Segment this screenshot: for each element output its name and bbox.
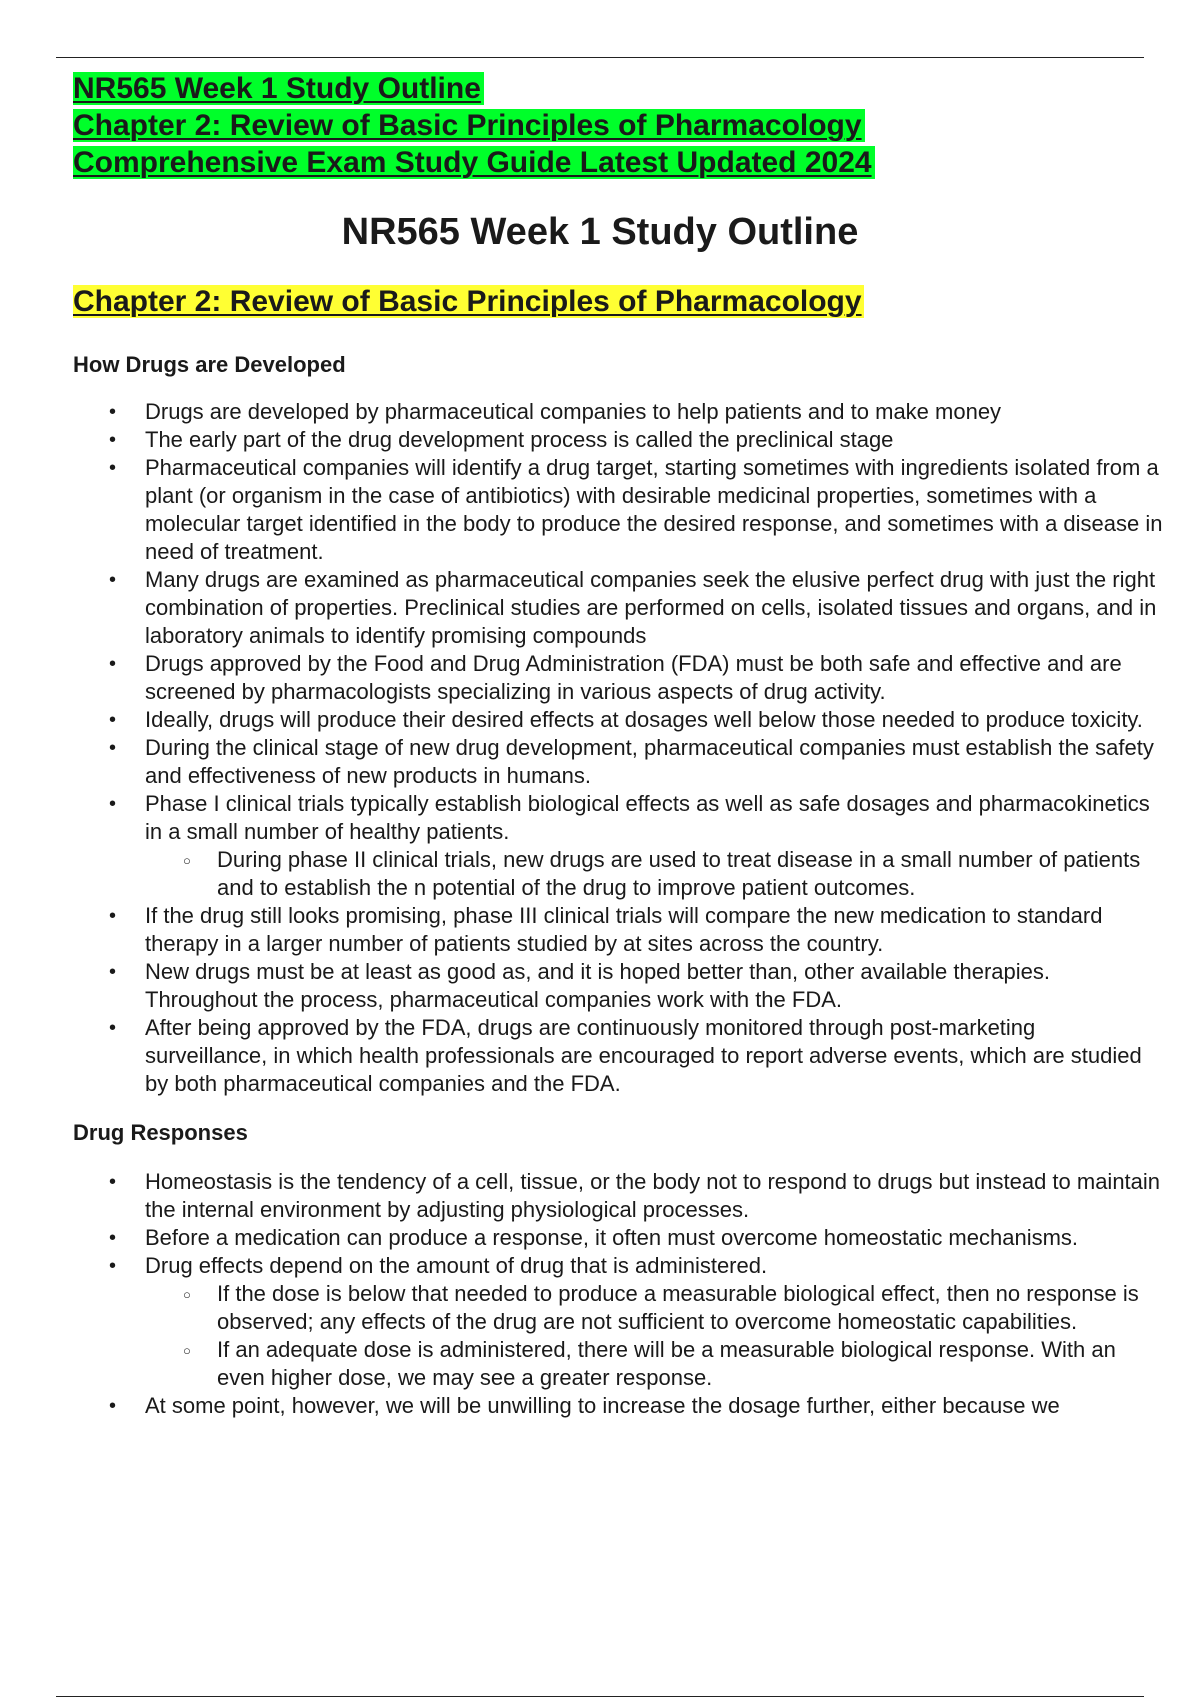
list-item: • Drugs are developed by pharmaceutical companies to help patients and to make money (73, 398, 1163, 426)
list-item: • The early part of the drug development process is called the preclinical stage (73, 426, 1163, 454)
bottom-rule (56, 1696, 1144, 1697)
list-item: • Before a medication can produce a response, it often must overcome homeostatic mechanisms. (73, 1224, 1163, 1252)
list-item-phase-one (73, 790, 1163, 902)
document-page (73, 70, 1163, 1420)
responses-bullet-list (73, 1168, 1163, 1420)
list-item: • After being approved by the FDA, drugs are continuously monitored through post-marketing surveillance, in which health professionals are encouraged to report adverse events, which are studied by both pharmaceutical companies and the FDA. (73, 1014, 1163, 1098)
phase-sub-list (145, 846, 1163, 902)
section-heading-development: How Drugs are Developed (73, 352, 346, 377)
header-highlight-line-2: Chapter 2: Review of Basic Principles of Pharmacology (73, 107, 865, 144)
list-item-dose (73, 1252, 1163, 1392)
list-item: • Drugs approved by the Food and Drug Administration (FDA) must be both safe and effective and are screened by pharmacologists specializing in various aspects of drug activity. (73, 650, 1163, 706)
list-item-text: Phase I clinical trials typically establish biological effects as well as safe dosages and pharmacokinetics in a small number of healthy patients. (145, 791, 1150, 844)
list-item: • Pharmaceutical companies will identify a drug target, starting sometimes with ingredients isolated from a plant (or organism in the case of antibiotics) with desirable medicinal properties, sometimes with a molecular target identified in the body to produce the desired response, and sometimes with a disease in need of treatment. (73, 454, 1163, 566)
list-item: • Homeostasis is the tendency of a cell, tissue, or the body not to respond to drugs but instead to maintain the internal environment by adjusting physiological processes. (73, 1168, 1163, 1224)
header-highlight-line-1: NR565 Week 1 Study Outline (73, 70, 484, 107)
list-item-text: Drug effects depend on the amount of drug that is administered. (145, 1253, 768, 1278)
dose-sub-list (145, 1280, 1163, 1392)
chapter-heading: Chapter 2: Review of Basic Principles of Pharmacology (73, 285, 862, 318)
list-item: • At some point, however, we will be unwilling to increase the dosage further, either because we (73, 1392, 1163, 1420)
sub-list-item: ○ If an adequate dose is administered, there will be a measurable biological response. With an even higher dose, we may see a greater response. (145, 1336, 1163, 1392)
top-rule (56, 57, 1144, 58)
list-item: • During the clinical stage of new drug development, pharmaceutical companies must establish the safety and effectiveness of new products in humans. (73, 734, 1163, 790)
development-bullet-list (73, 398, 1163, 1098)
header-highlight-line-3: Comprehensive Exam Study Guide Latest Updated 2024 (73, 144, 875, 181)
list-item: • Many drugs are examined as pharmaceutical companies seek the elusive perfect drug with just the right combination of properties. Preclinical studies are performed on cells, isolated tissues and organs, and in laboratory animals to identify promising compounds (73, 566, 1163, 650)
section-heading-responses: Drug Responses (73, 1120, 248, 1145)
list-item: • If the drug still looks promising, phase III clinical trials will compare the new medication to standard therapy in a larger number of patients studied by at sites across the country. (73, 902, 1163, 958)
sub-list-item: ○ During phase II clinical trials, new drugs are used to treat disease in a small number of patients and to establish the n potential of the drug to improve patient outcomes. (145, 846, 1163, 902)
sub-list-item: ○ If the dose is below that needed to produce a measurable biological effect, then no response is observed; any effects of the drug are not sufficient to overcome homeostatic capabilities. (145, 1280, 1163, 1336)
list-item: • New drugs must be at least as good as, and it is hoped better than, other available therapies. Throughout the process, pharmaceutical companies work with the FDA. (73, 958, 1163, 1014)
page-title: NR565 Week 1 Study Outline (341, 211, 859, 253)
list-item: • Ideally, drugs will produce their desired effects at dosages well below those needed to produce toxicity. (73, 706, 1163, 734)
